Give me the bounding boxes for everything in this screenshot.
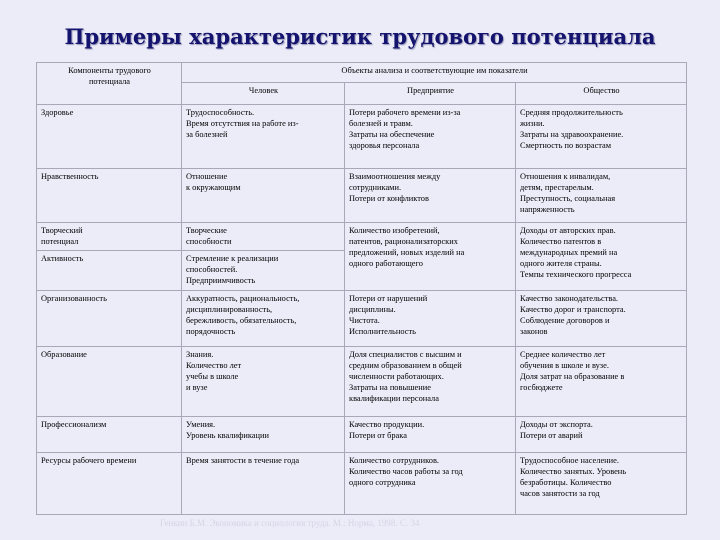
cell-line: Качество дорог и транспорта. <box>520 305 626 315</box>
cell-line: безработицы. Количество <box>520 478 612 488</box>
cell-line: Трудоспособное население. <box>520 456 619 465</box>
cell-line: детям, престарелым. <box>520 183 594 193</box>
cell-time-person <box>182 453 345 515</box>
header-person: Человек <box>182 83 345 105</box>
cell-creative-activity-society <box>516 223 687 291</box>
cell-line: Среднее количество лет <box>520 350 606 359</box>
cell-line: Умения. <box>186 420 216 429</box>
characteristics-table <box>36 62 687 515</box>
cell-organization-person <box>182 291 345 347</box>
row-label-time: Ресурсы рабочего времени <box>37 453 182 515</box>
cell-line: Смертность по возрастам <box>520 141 612 151</box>
cell-line: напряженность <box>520 205 575 215</box>
table-row <box>37 347 687 417</box>
cell-line: Аккуратность, рациональность, <box>186 294 300 303</box>
cell-line: болезней и травм. <box>349 119 413 129</box>
cell-line: Творческий <box>41 226 83 235</box>
row-label-organization: Организованность <box>37 291 182 347</box>
cell-line: Потери от брака <box>349 431 407 441</box>
cell-organization-enterprise <box>345 291 516 347</box>
cell-line: обучения в школе и вузе. <box>520 361 609 371</box>
cell-line: способности <box>186 237 232 247</box>
cell-line: Отношение <box>186 172 228 181</box>
cell-line: Количество патентов в <box>520 237 602 247</box>
cell-line: Потери от нарушений <box>349 294 428 303</box>
cell-line: Затраты на здравоохранение. <box>520 130 624 140</box>
cell-line: Взаимоотношения между <box>349 172 441 181</box>
cell-line: за болезней <box>186 130 228 140</box>
cell-line: Предприимчивость <box>186 276 256 286</box>
cell-line: сотрудниками. <box>349 183 402 193</box>
cell-professionalism-person <box>182 417 345 453</box>
cell-line: Соблюдение договоров и <box>520 316 610 326</box>
table-row <box>37 453 687 515</box>
cell-line: Время отсутствия на работе из- <box>186 119 299 129</box>
cell-line: Доля специалистов с высшим и <box>349 350 462 359</box>
cell-line: Затраты на обеспечение <box>349 130 435 140</box>
cell-health-person <box>182 105 345 169</box>
table-row <box>37 223 687 251</box>
cell-line: международных премий на <box>520 248 618 258</box>
cell-line: Чистота. <box>349 316 380 326</box>
cell-line: одного сотрудника <box>349 478 416 488</box>
cell-morality-enterprise <box>345 169 516 223</box>
source-citation: Генкин Б.М. Экономика и социология труда. М.: Норма, 1998. С. 34 <box>160 518 420 528</box>
cell-line: Затраты на повышение <box>349 383 431 393</box>
row-label-education: Образование <box>37 347 182 417</box>
cell-line: здоровья персонала <box>349 141 420 151</box>
cell-line: квалификации персонала <box>349 394 439 404</box>
cell-line: порядочность <box>186 327 236 337</box>
cell-line: бережливость, обязательность, <box>186 316 297 326</box>
cell-line: численности работающих. <box>349 372 444 382</box>
cell-health-society <box>516 105 687 169</box>
cell-line: Темпы технического прогресса <box>520 270 632 280</box>
cell-line: Доходы от авторских прав. <box>520 226 616 235</box>
cell-education-enterprise <box>345 347 516 417</box>
header-components <box>37 63 182 105</box>
cell-time-society <box>516 453 687 515</box>
cell-line: предложений, новых изделий на <box>349 248 465 258</box>
header-enterprise: Предприятие <box>345 83 516 105</box>
cell-line: Исполнительность <box>349 327 416 337</box>
cell-line: Стремление к реализации <box>186 254 279 263</box>
header-objects: Объекты анализа и соответствующие им показатели <box>182 63 687 83</box>
cell-line: Компоненты трудового <box>68 66 151 75</box>
cell-line: Количество сотрудников. <box>349 456 439 465</box>
cell-line: одного жителя страны. <box>520 259 602 269</box>
cell-line: Потери от аварий <box>520 431 583 441</box>
cell-line: Качество продукции. <box>349 420 425 429</box>
cell-line: жизни. <box>520 119 545 129</box>
cell-line: Количество занятых. Уровень <box>520 467 627 477</box>
row-label-professionalism: Профессионализм <box>37 417 182 453</box>
cell-line: Время занятости в течение года <box>186 456 300 465</box>
cell-creative-activity-enterprise <box>345 223 516 291</box>
cell-line: патентов, рационализаторских <box>349 237 458 247</box>
row-label-activity: Активность <box>37 251 182 291</box>
cell-line: Творческие <box>186 226 227 235</box>
cell-line: Потери рабочего времени из-за <box>349 108 461 117</box>
cell-line: законов <box>520 327 548 337</box>
cell-line: Количество изобретений, <box>349 226 440 235</box>
cell-line: и вузе <box>186 383 208 393</box>
table-row <box>37 291 687 347</box>
cell-line: потенциала <box>88 77 131 87</box>
table-row <box>37 169 687 223</box>
cell-line: часов занятости за год <box>520 489 600 499</box>
cell-line: дисциплинированность, <box>186 305 273 315</box>
cell-line: потенциал <box>41 237 79 247</box>
page-title: Примеры характеристик трудового потенциала <box>64 24 656 49</box>
header-society: Общество <box>516 83 687 105</box>
cell-line: Уровень квалификации <box>186 431 269 441</box>
cell-activity-person <box>182 251 345 291</box>
cell-line: Средняя продолжительность <box>520 108 623 117</box>
row-label-health: Здоровье <box>37 105 182 169</box>
table-row <box>37 417 687 453</box>
row-label-creative <box>37 223 182 251</box>
cell-education-person <box>182 347 345 417</box>
cell-line: Знания. <box>186 350 214 359</box>
table-row <box>37 105 687 169</box>
cell-professionalism-society <box>516 417 687 453</box>
cell-line: Количество лет <box>186 361 242 371</box>
cell-line: Трудоспособность. <box>186 108 255 117</box>
cell-line: госбюджете <box>520 383 563 393</box>
cell-line: Отношения к инвалидам, <box>520 172 611 181</box>
cell-line: к окружающим <box>186 183 241 193</box>
cell-education-society <box>516 347 687 417</box>
cell-line: учебы в школе <box>186 372 239 382</box>
cell-creative-person <box>182 223 345 251</box>
cell-time-enterprise <box>345 453 516 515</box>
cell-line: средним образованием в общей <box>349 361 462 371</box>
cell-organization-society <box>516 291 687 347</box>
cell-morality-person <box>182 169 345 223</box>
cell-line: одного работающего <box>349 259 423 269</box>
cell-line: Преступность, социальная <box>520 194 616 204</box>
cell-line: дисциплины. <box>349 305 396 315</box>
cell-line: Потери от конфликтов <box>349 194 429 204</box>
cell-professionalism-enterprise <box>345 417 516 453</box>
cell-line: Доля затрат на образование в <box>520 372 625 382</box>
cell-health-enterprise <box>345 105 516 169</box>
cell-line: Количество часов работы за год <box>349 467 463 477</box>
cell-morality-society <box>516 169 687 223</box>
cell-line: Доходы от экспорта. <box>520 420 593 429</box>
row-label-morality: Нравственность <box>37 169 182 223</box>
cell-line: способностей. <box>186 265 238 275</box>
cell-line: Качество законодательства. <box>520 294 619 303</box>
